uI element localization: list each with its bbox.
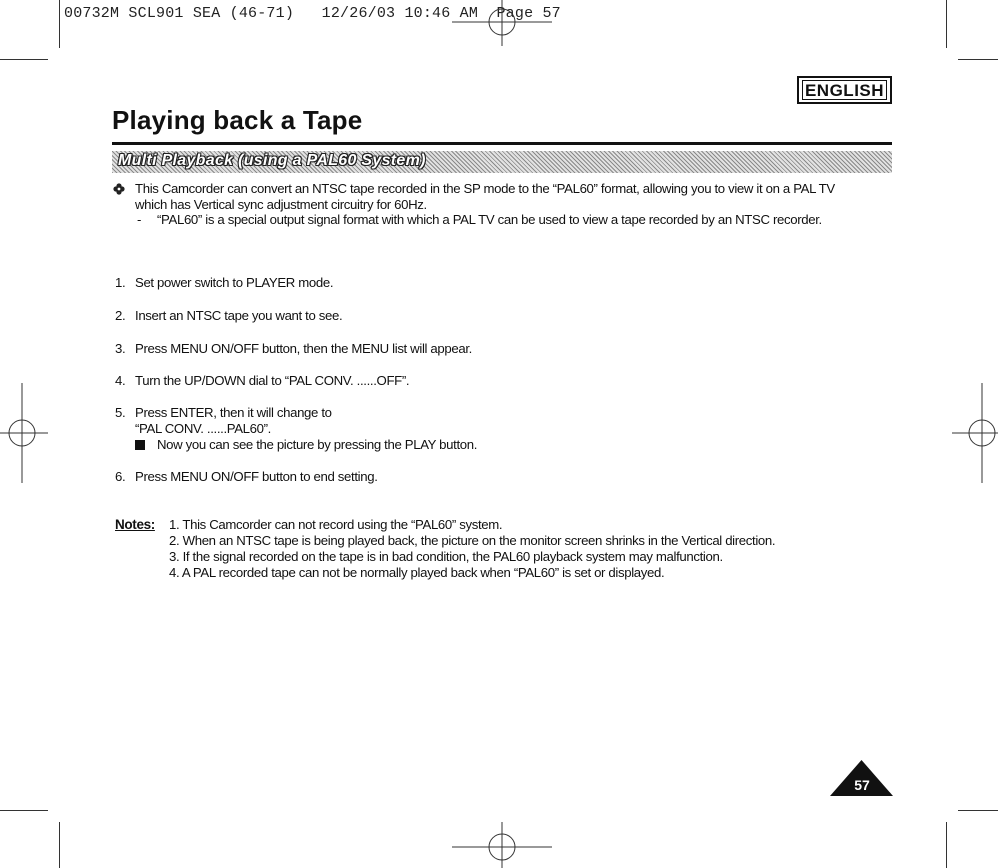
note-item-3: 3. If the signal recorded on the tape is in bad condition, the PAL60 playback system may malfunction. bbox=[169, 549, 723, 564]
language-badge bbox=[797, 76, 892, 104]
title-rule bbox=[112, 142, 892, 145]
step-2-text: Insert an NTSC tape you want to see. bbox=[135, 308, 343, 323]
intro-dash: - bbox=[137, 212, 142, 227]
crop-mark-top-left-h bbox=[0, 59, 48, 60]
step-1-text: Set power switch to PLAYER mode. bbox=[135, 275, 334, 290]
step-4-text: Turn the UP/DOWN dial to “PAL CONV. ......OFF”. bbox=[135, 373, 410, 388]
step-4-number: 4. bbox=[115, 373, 126, 388]
print-slug: 00732M SCL901 SEA (46-71) 12/26/03 10:46 AM Page 57 bbox=[64, 5, 561, 22]
registration-mark-bottom-icon bbox=[452, 822, 552, 868]
page-number-triangle bbox=[830, 760, 893, 796]
page-title: Playing back a Tape bbox=[112, 105, 363, 135]
step-6-text: Press MENU ON/OFF button to end setting. bbox=[135, 469, 378, 484]
square-bullet-icon bbox=[135, 440, 145, 450]
language-badge-label: ENGLISH bbox=[802, 80, 887, 100]
section-heading: Multi Playback (using a PAL60 System) bbox=[118, 152, 426, 169]
step-5-text: Press ENTER, then it will change to bbox=[135, 405, 332, 420]
step-2-number: 2. bbox=[115, 308, 126, 323]
step-3-text: Press MENU ON/OFF button, then the MENU list will appear. bbox=[135, 341, 472, 356]
intro-line-2: which has Vertical sync adjustment circuitry for 60Hz. bbox=[135, 197, 427, 212]
crop-mark-bottom-left-v bbox=[59, 822, 60, 868]
registration-mark-top-icon bbox=[452, 0, 552, 46]
notes-label: Notes: bbox=[115, 517, 155, 532]
step-5-text-continued: “PAL CONV. ......PAL60”. bbox=[135, 421, 271, 436]
step-5-sub-note: Now you can see the picture by pressing the PLAY button. bbox=[157, 437, 478, 452]
note-item-4: 4. A PAL recorded tape can not be normally played back when “PAL60” is set or displayed. bbox=[169, 565, 665, 580]
step-3-number: 3. bbox=[115, 341, 126, 356]
section-heading-bar bbox=[112, 151, 892, 173]
crop-mark-bottom-left-h bbox=[0, 810, 48, 811]
crop-mark-top-right-h bbox=[958, 59, 998, 60]
registration-mark-left-icon bbox=[0, 383, 48, 483]
step-6-number: 6. bbox=[115, 469, 126, 484]
crop-mark-bottom-right-v bbox=[946, 822, 947, 868]
intro-sub-note: “PAL60” is a special output signal format with which a PAL TV can be used to view a tape recorded by an NTSC recorder. bbox=[157, 212, 822, 227]
clover-bullet-icon bbox=[113, 183, 125, 195]
crop-mark-top-right-v bbox=[946, 0, 947, 48]
crop-mark-top-left-v bbox=[59, 0, 60, 48]
step-5-number: 5. bbox=[115, 405, 126, 420]
page-number: 57 bbox=[854, 777, 870, 793]
crop-mark-bottom-right-h bbox=[958, 810, 998, 811]
note-item-1: 1. This Camcorder can not record using the “PAL60” system. bbox=[169, 517, 503, 532]
step-1-number: 1. bbox=[115, 275, 126, 290]
registration-mark-right-icon bbox=[952, 383, 998, 483]
note-item-2: 2. When an NTSC tape is being played back, the picture on the monitor screen shrinks in the Vertical direction. bbox=[169, 533, 776, 548]
intro-line-1: This Camcorder can convert an NTSC tape recorded in the SP mode to the “PAL60” format, allowing you to view it on a PAL TV bbox=[135, 181, 835, 196]
